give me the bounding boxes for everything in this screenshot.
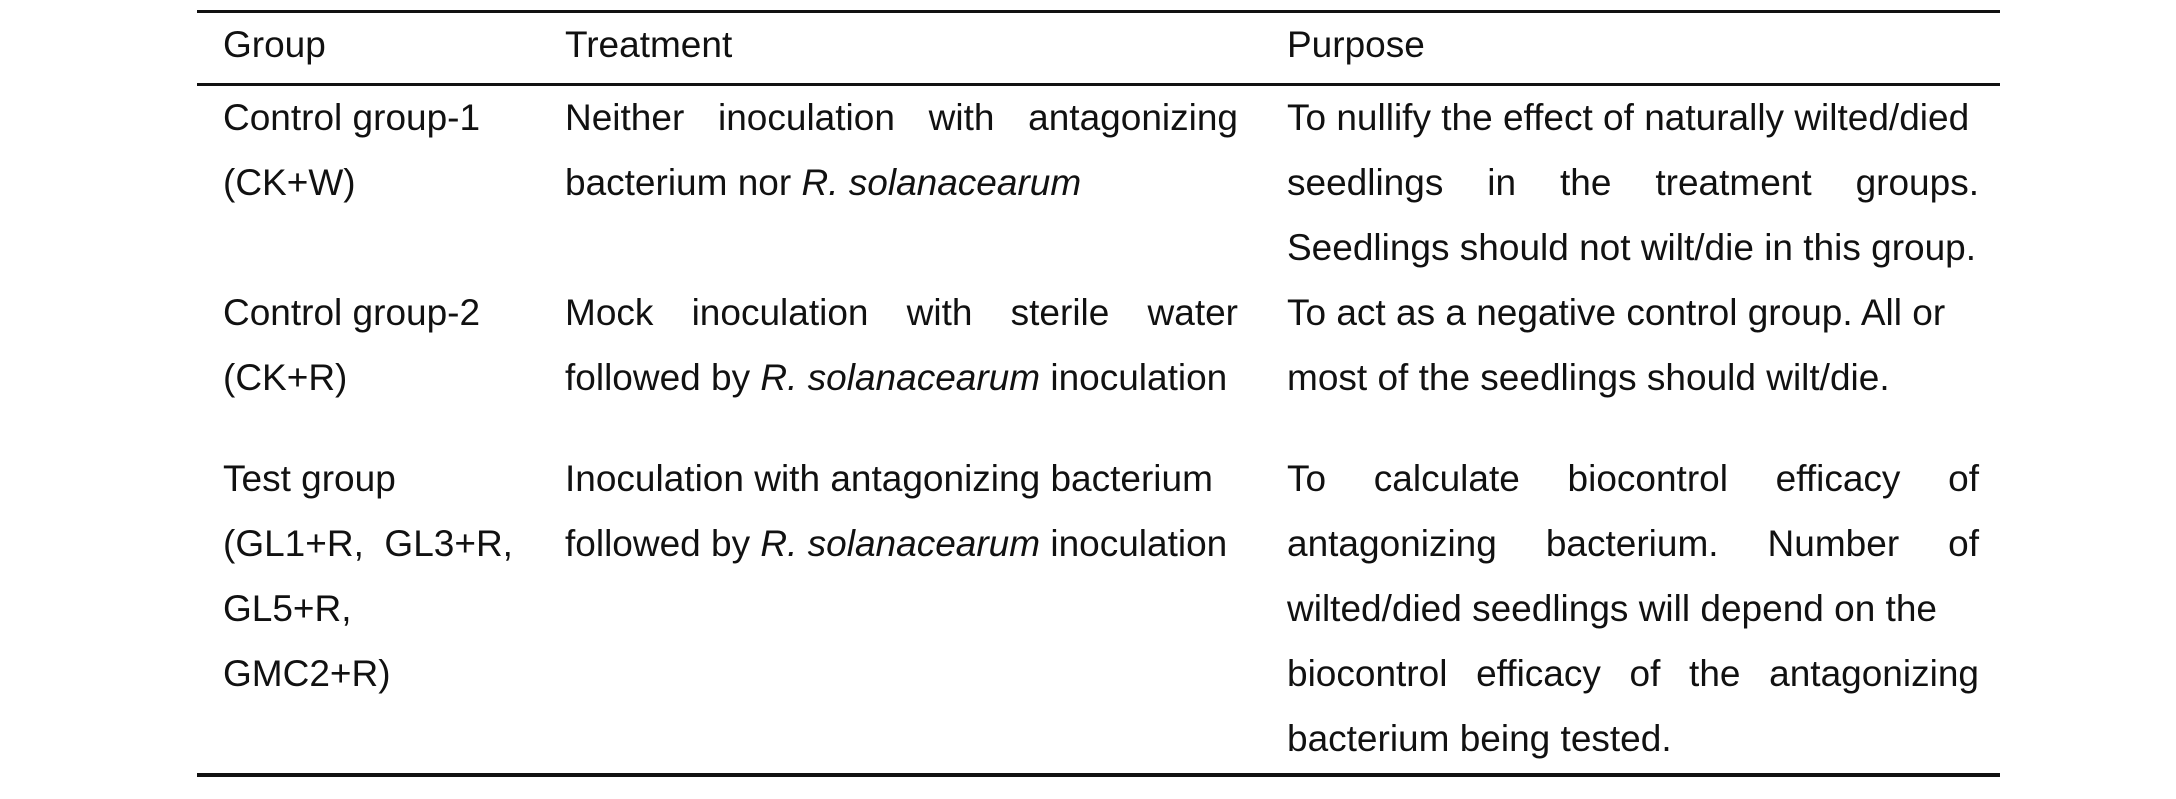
text-segment: followed by — [565, 357, 761, 398]
text-segment: inoculation — [1040, 357, 1228, 398]
row-2-treatment-line — [565, 280, 1238, 345]
row-1-purpose — [1287, 85, 1979, 280]
row-3-purpose-line: bacterium being tested. — [1287, 718, 1672, 759]
word: treatment — [1655, 162, 1812, 203]
word: of — [1629, 653, 1661, 694]
row-2-purpose-line: To act as a negative control group. All or — [1287, 292, 1946, 333]
row-1-group-line: Control group-1 — [223, 97, 481, 138]
row-3-purpose — [1287, 446, 1979, 771]
text-segment: followed by — [565, 523, 761, 564]
row-3-treatment-line — [565, 511, 1238, 576]
header-purpose: Purpose — [1287, 24, 1425, 65]
word: antagonizing — [1028, 97, 1238, 138]
row-2-group — [223, 280, 480, 410]
species-name: R. solanacearum — [760, 523, 1041, 564]
word: inoculation — [691, 292, 869, 333]
row-1-treatment-line — [565, 150, 1238, 215]
row-3-group-line: GL5+R, — [223, 588, 352, 629]
row-3-treatment-line: Inoculation with antagonizing bacterium — [565, 458, 1213, 499]
word: of — [1948, 458, 1979, 499]
word: Neither — [565, 97, 685, 138]
row-3-purpose-line — [1287, 511, 1979, 576]
row-1-group — [223, 85, 480, 215]
row-3-purpose-line — [1287, 641, 1979, 706]
word: Number — [1767, 523, 1900, 564]
row-3-purpose-line — [1287, 446, 1979, 511]
row-3-group-line: GMC2+R) — [223, 653, 391, 694]
row-1-treatment-line — [565, 85, 1238, 150]
row-1-treatment — [565, 85, 1238, 215]
word: seedlings — [1287, 162, 1444, 203]
row-2-group-line: (CK+R) — [223, 357, 348, 398]
species-name: R. solanacearum — [801, 162, 1082, 203]
row-3-treatment — [565, 446, 1238, 576]
word: with — [906, 292, 973, 333]
row-1-purpose-line: To nullify the effect of naturally wilted/died — [1287, 97, 1970, 138]
word: the — [1560, 162, 1612, 203]
word: of — [1948, 523, 1979, 564]
text-segment: bacterium nor — [565, 162, 802, 203]
row-2-group-line: Control group-2 — [223, 292, 481, 333]
word: calculate — [1373, 458, 1520, 499]
row-2-treatment-line — [565, 345, 1238, 410]
word: biocontrol — [1567, 458, 1728, 499]
row-3-group-line: (GL1+R, GL3+R, — [223, 523, 513, 564]
word: the — [1689, 653, 1741, 694]
text-segment: inoculation — [1040, 523, 1228, 564]
word: groups. — [1855, 162, 1979, 203]
row-3-purpose-line: wilted/died seedlings will depend on the — [1287, 588, 1937, 629]
word: antagonizing — [1769, 653, 1979, 694]
header-treatment: Treatment — [565, 24, 733, 65]
word: biocontrol — [1287, 653, 1448, 694]
row-2-purpose-line: most of the seedlings should wilt/die. — [1287, 357, 1890, 398]
word: bacterium. — [1545, 523, 1719, 564]
word: in — [1487, 162, 1517, 203]
header-group: Group — [223, 24, 326, 65]
word: antagonizing — [1287, 523, 1497, 564]
word: Mock — [565, 292, 654, 333]
word: sterile — [1010, 292, 1110, 333]
row-1-purpose-line — [1287, 150, 1979, 215]
row-3-group-line: Test group — [223, 458, 396, 499]
word: with — [928, 97, 995, 138]
species-name: R. solanacearum — [760, 357, 1041, 398]
word: efficacy — [1775, 458, 1901, 499]
word: inoculation — [718, 97, 895, 138]
word: To — [1287, 458, 1327, 499]
table-bottom-rule — [197, 773, 2000, 777]
row-1-purpose-line: Seedlings should not wilt/die in this group. — [1287, 227, 1977, 268]
word: water — [1147, 292, 1238, 333]
row-2-purpose — [1287, 280, 1979, 410]
row-1-group-line: (CK+W) — [223, 162, 356, 203]
row-2-treatment — [565, 280, 1238, 410]
row-3-group — [223, 446, 513, 706]
word: efficacy — [1476, 653, 1601, 694]
